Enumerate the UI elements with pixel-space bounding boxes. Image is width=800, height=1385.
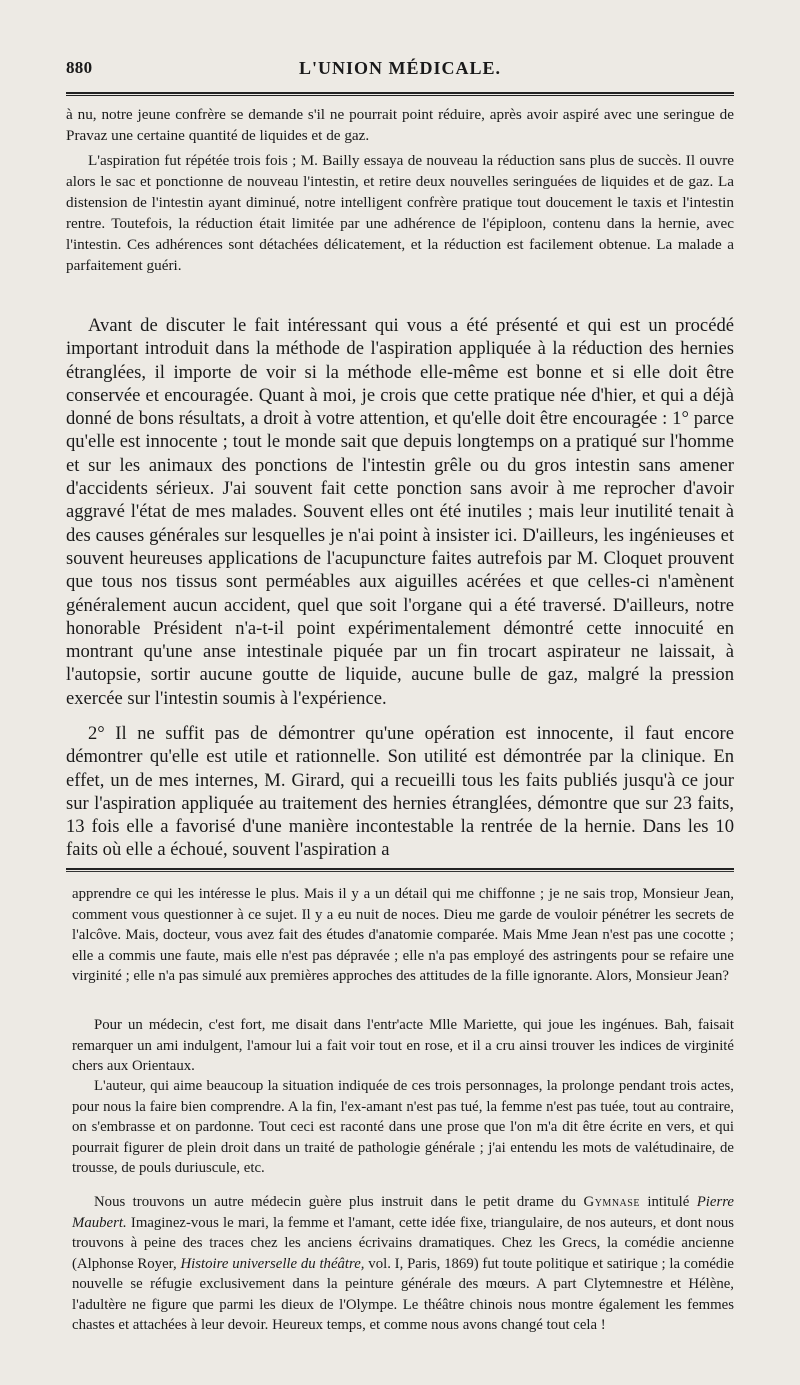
feuilleton-paragraph-2: Pour un médecin, c'est fort, me disait dans l'entr'acte Mlle Mariette, qui joue les ingénues. Bah, faisait remarquer un ami indulgent, l'amour lui a fait voir tout en rose, et il a cru ainsi trouver les indices de virginité chers aux Orientaux.: [72, 1017, 734, 1074]
feuilleton-paragraph-1: apprendre ce qui les intéresse le plus. Mais il y a un détail qui me chiffonne ; je ne sais trop, Monsieur Jean, comment vous questionner à ce sujet. Il y a eu nuit de noces. Dieu me garde de vouloir pénétrer les secrets de l'alcôve. Mais, docteur, vous avez fait des études d'anatomie comparée. Mais Mme Jean n'est pas une cocotte ; elle a commis une faute, mais elle n'est pas dépravée ; elle n'a pas employé des astringents pour se refaire une virginité ; elle n'a pas simulé aux premières approches des attitudes de la fille ignorante. Alors, Monsieur Jean?: [72, 886, 734, 984]
feuilleton-p4-end: vol. I, Paris, 1869) fut toute politique et satirique ; la comédie nouvelle se réfugie exclusivement dans la peinture générale des mœurs. A part Clytemnestre et Hélène, l'adultère ne figure que parmi les dieux de l'Olympe. Le théâtre chinois nous montre également les femmes chastes et attachées à leur devoir. Heureux temps, et comme nous avons changé tout cela !: [72, 1255, 734, 1333]
book-title: Histoire universelle du théâtre,: [180, 1255, 365, 1272]
feuilleton-paragraph-4: [72, 1192, 734, 1336]
page-number: 880: [66, 58, 93, 77]
feuilleton-p4-intitule: intitulé: [647, 1194, 690, 1210]
journal-title: L'UNION MÉDICALE.: [298, 58, 502, 78]
case-paragraph-2: L'aspiration fut répétée trois fois ; M. Bailly essaya de nouveau la réduction sans plus de succès. Il ouvre alors le sac et ponctionne de nouveau l'intestin, et retire deux nouvelles seringuées de liquides et de gaz. La distension de l'intestin ayant diminué, notre intelligent confrère pratique tout doucement le taxis et l'intestin rentre. Toutefois, la réduction était limitée par une adhérence de l'épiploon, contenu dans la hernie, avec l'intestin. Ces adhérences sont détachées délicatement, et la réduction est facilement obtenue. La malade a parfaitement guéri.: [66, 152, 734, 274]
feuilleton-rule: [66, 868, 734, 872]
discussion-paragraph-2: 2° Il ne suffit pas de démontrer qu'une opération est innocente, il faut encore démontrer qu'elle est utile et rationnelle. Son utilité est démontrée par la clinique. En effet, un de mes internes, M. Girard, qui a recueilli tous les faits publiés jusqu'à ce jour sur l'aspiration appliquée au traitement des hernies étranglées, démontre que sur 23 faits, 13 fois elle a favorisé d'une manière incontestable la rentrée de la hernie. Dans les 10 faits où elle a échoué, souvent l'aspiration a: [66, 723, 734, 861]
play-title: Pierre Maubert.: [72, 1194, 734, 1231]
theatre-name: Gymnase: [583, 1194, 640, 1210]
page-header: [66, 58, 734, 86]
header-rule: [66, 92, 734, 96]
feuilleton-paragraph-3: L'auteur, qui aime beaucoup la situation indiquée de ces trois personnages, la prolonge pendant trois actes, pour nous la faire bien comprendre. A la fin, l'ex-amant n'est pas tué, la femme n'est pas tuée, tout au contraire, on s'embrasse et on pardonne. Tout ceci est raconté dans une prose que l'on m'a dit être écrite en vers, et qui pourrait figurer de plein droit dans un traité de pathologie générale ; j'ai entendu les mots de valétudinaire, de trousse, de pouls duriuscule, etc.: [72, 1078, 734, 1176]
feuilleton-p4-middle: Imaginez-vous le mari, la femme et l'amant, cette idée fixe, triangulaire, de nos auteurs, et dont nous trouvons à peine des traces chez les anciens écrivains dramatiques. Chez les Grecs, la comédie ancienne (Alphonse Royer,: [72, 1214, 734, 1272]
discussion-paragraph-1: Avant de discuter le fait intéressant qui vous a été présenté et qui est un procédé important introduit dans la méthode de l'aspiration appliquée à la réduction des hernies étranglées, il importe de voir si la méthode elle-même est bonne et si elle doit être conservée et encouragée. Quant à moi, je crois que cette pratique née d'hier, et qui a déjà donné de bons résultats, a droit à votre attention, et qu'elle doit être encouragée : 1° parce qu'elle est innocente ; tout le monde sait que depuis longtemps on a pratiqué sur l'homme et sur les animaux des ponctions de l'intestin grêle ou du gros intestin sans amener d'accidents sérieux. J'ai souvent fait cette ponction sans avoir à me reprocher d'avoir aggravé l'état de mes malades. Souvent elles ont été inutiles ; mais leur inutilité tenait à des causes générales sur lesquelles je n'ai point à insister ici. D'ailleurs, les ingénieuses et souvent heureuses applications de l'acupuncture faites autrefois par M. Cloquet prouvent que tous nos tissus sont perméables aux aiguilles acérées et que celles-ci n'amènent généralement aucun accident, quel que soit l'organe qui a été traversé. D'ailleurs, notre honorable Président n'a-t-il point expérimentalement démontré cette innocuité en montrant qu'une anse intestinale piquée par un fin trocart aspirateur ne laissait, à l'autopsie, sortir aucune goutte de liquide, aucune bulle de gaz, malgré la pression exercée sur l'intestin soumis à l'expérience.: [66, 315, 734, 709]
case-paragraph-1: à nu, notre jeune confrère se demande s'il ne pourrait point réduire, après avoir aspiré avec une seringue de Pravaz une certaine quantité de liquides et de gaz.: [66, 106, 734, 144]
feuilleton-p4-intro: Nous trouvons un autre médecin guère plus instruit dans le petit drame du: [94, 1194, 577, 1210]
